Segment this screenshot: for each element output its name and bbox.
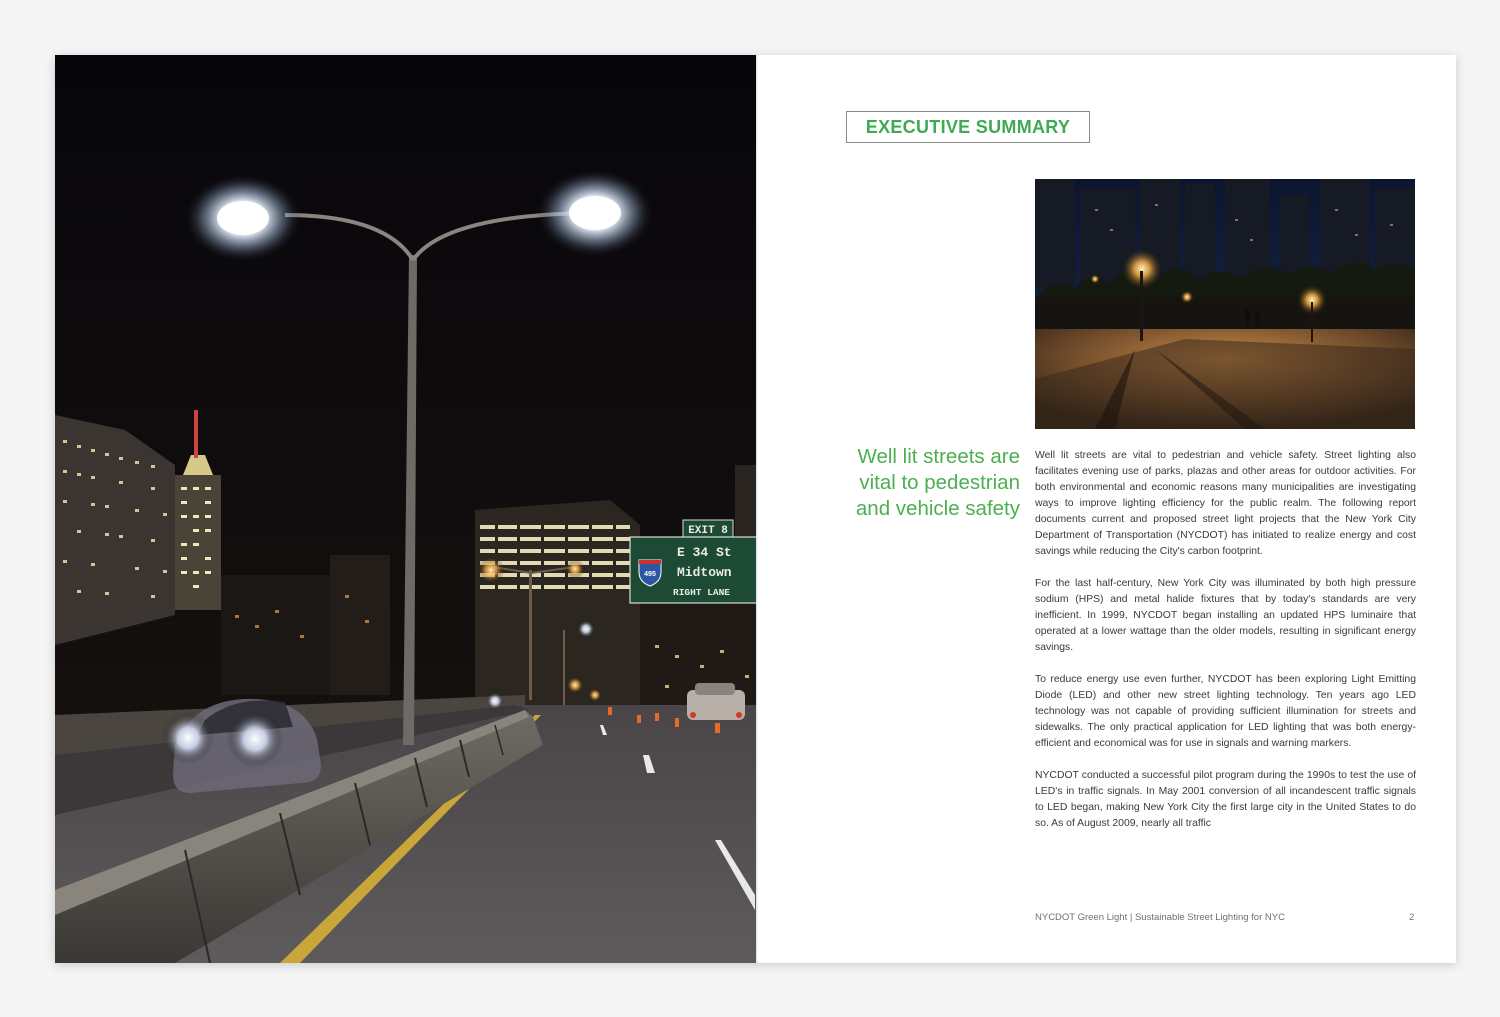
sign-street-label: E 34 St — [677, 545, 732, 560]
park-night-photo — [1035, 179, 1415, 429]
sign-exit-label: EXIT 8 — [688, 525, 728, 537]
body-text — [1035, 448, 1416, 848]
highway-night-photo — [55, 55, 756, 963]
body-paragraph: For the last half-century, New York City was illuminated by both high pressure sodium (HPS) and metal halide fixtures that by today's standards are very inefficient. In 1999, NYCDOT began installing an updated HPS luminaire that operated at a lower wattage than the older models, resulting in significant energy savings. — [1035, 578, 1416, 653]
right-page — [758, 55, 1456, 963]
body-paragraph: Well lit streets are vital to pedestrian and vehicle safety. Street lighting also facilitates evening use of parks, plazas and other areas for outdoor activities. For both environmental and economic reasons many municipalities are investigating ways to improve lighting efficiency for the public realm. The following report documents current and proposed street light projects that the New York City Department of Transportation (NYCDOT) has initiated to realize energy and cost savings while reducing the City's carbon footprint. — [1035, 450, 1416, 557]
sign-lane-label: RIGHT LANE — [673, 587, 731, 598]
sign-destination-label: Midtown — [677, 565, 732, 580]
body-paragraph: NYCDOT conducted a successful pilot program during the 1990s to test the use of LED's in traffic signals. In May 2001 conversion of all incandescent traffic signals to LED began, making New York City the first large city in the United States to do so. As of August 2009, nearly all traffic — [1035, 770, 1416, 829]
page-number: 2 — [1409, 912, 1415, 923]
pull-quote: Well lit streets are vital to pedestrian and vehicle safety — [855, 445, 1020, 520]
lit-office-building — [475, 500, 640, 705]
body-paragraph: To reduce energy use even further, NYCDOT has been exploring Light Emitting Diode (LED) and other new street lighting technology. Ten years ago LED technology was not capable of providing sufficient illumination for streets and sidewalks. The only practical application for LED lighting that was both energy-efficient and economical was for use in signals and warning markers. — [1035, 674, 1416, 749]
page-footer: NYCDOT Green Light | Sustainable Street Lighting for NYC — [1035, 912, 1285, 923]
section-title: EXECUTIVE SUMMARY — [846, 111, 1090, 143]
document-spread — [55, 55, 1456, 963]
shield-number: 495 — [644, 571, 656, 578]
